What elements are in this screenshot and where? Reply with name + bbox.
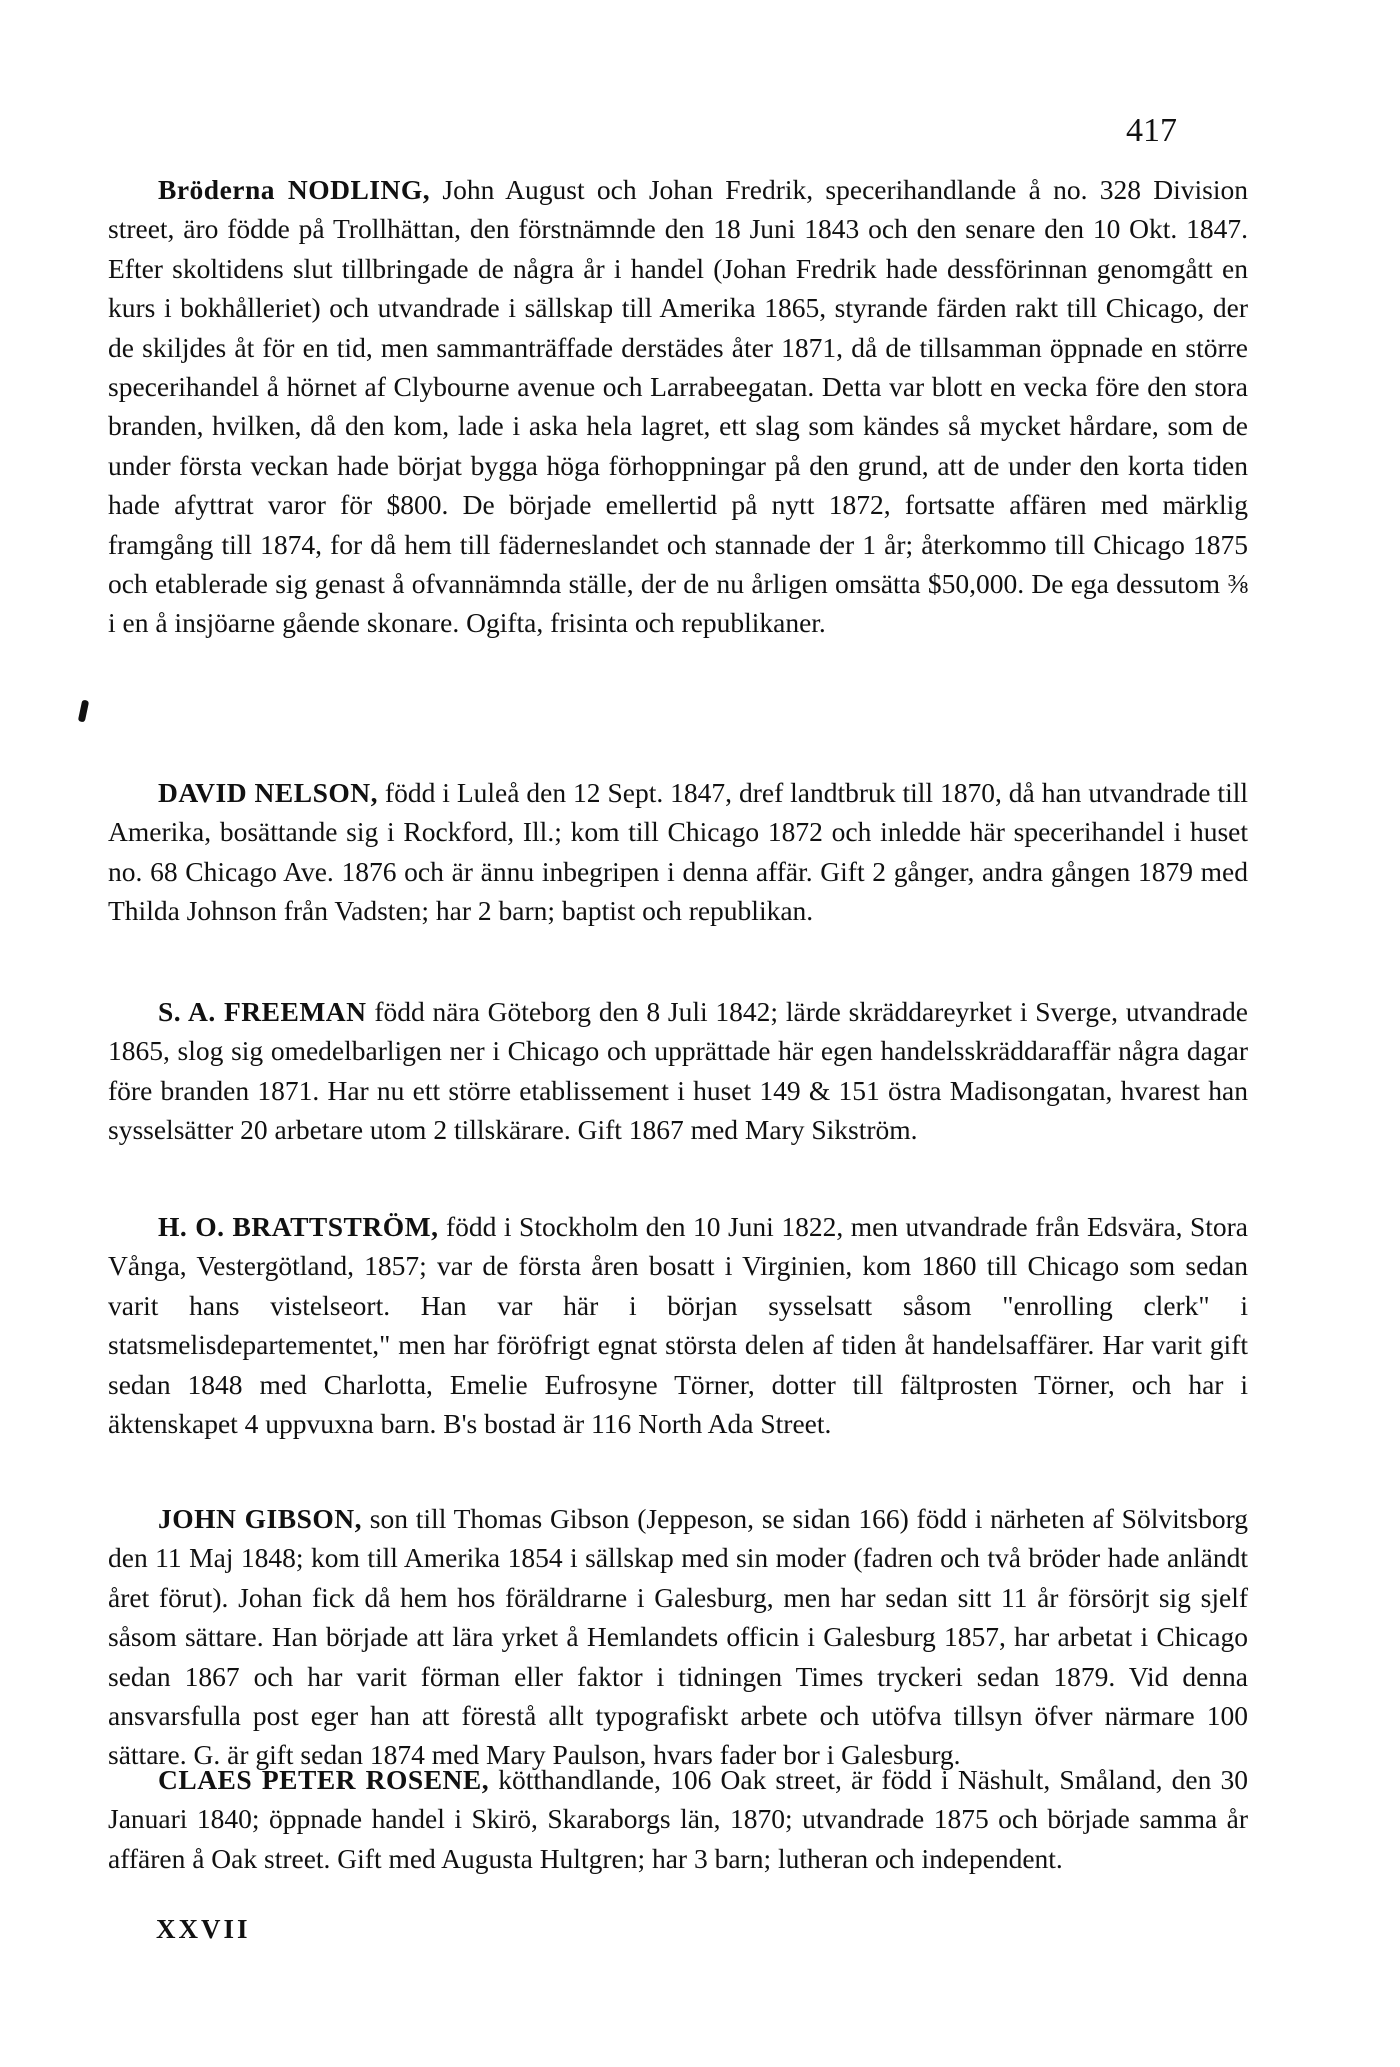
entry-name: H. O. BRATTSTRÖM, bbox=[158, 1211, 439, 1242]
entry-brattstrom bbox=[108, 1207, 1248, 1443]
signature-mark: XXVII bbox=[156, 1914, 251, 1944]
entry-text: John August och Johan Fredrik, specerihandlande å no. 328 Division street, äro födde på Trollhättan, den förstnämnde den 18 Juni 1843 och den senare den 10 Okt. 1847. Efter skoltidens slut tillbringade de några år i handel (Johan Fredrik hade dessförinnan genomgått en kurs i bokhålleriet) och utvandrade i sällskap till Amerika 1865, styrande färden rakt till Chicago, der de skiljdes åt för en tid, men sammanträffade derstädes åter 1871, då de tillsamman öppnade en större specerihandel å hörnet af Clybourne avenue och Larrabeegatan. Detta var blott en vecka före den stora branden, hvilken, då den kom, lade i aska hela lagret, ett slag som kändes så mycket hårdare, som de under första veckan hade börjat bygga höga förhoppningar på den grund, att de under den korta tiden hade afyttrat varor för $800. De började emellertid på nytt 1872, fortsatte affären med märklig framgång till 1874, for då hem till fäderneslandet och stannade der 1 år; återkommo till Chicago 1875 och etablerade sig genast å ofvannämnda ställe, der de nu årligen omsätta $50,000. De ega dessutom ⅜ i en å insjöarne gående skonare. Ogifta, frisinta och republikaner. bbox=[108, 174, 1248, 639]
entry-text: kötthandlande, 106 Oak street, är född i Näshult, Småland, den 30 Januari 1840; öppnade handel i Skirö, Skaraborgs län, 1870; utvandrade 1875 och började samma år affären å Oak street. Gift med Augusta Hultgren; har 3 barn; lutheran och independent. bbox=[108, 1764, 1248, 1874]
entry-text: son till Thomas Gibson (Jeppeson, se sidan 166) född i närheten af Sölvitsborg den 11 Maj 1848; kom till Amerika 1854 i sällskap med sin moder (fadren och två bröder hade anländt året förut). Johan fick då hem hos föräldrarne i Galesburg, men har sedan sitt 11 år försörjt sig sjelf såsom sättare. Han började att lära yrket å Hemlandets officin i Galesburg 1857, har arbetat i Chicago sedan 1867 och har varit förman eller faktor i tidningen Times tryckeri sedan 1879. Vid denna ansvarsfulla post eger han att förestå allt typografiskt arbete och utöfva tillsyn öfver närmare 100 sättare. G. är gift sedan 1874 med Mary Paulson, hvars fader bor i Galesburg. bbox=[108, 1503, 1249, 1771]
entry-name: JOHN GIBSON, bbox=[158, 1503, 363, 1534]
entry-gibson bbox=[108, 1499, 1248, 1775]
entry-rosene bbox=[108, 1760, 1248, 1878]
entry-name: Bröderna NODLING, bbox=[158, 174, 431, 205]
entry-text: född nära Göteborg den 8 Juli 1842; lärde skräddareyrket i Sverge, utvandrade 1865, slog sig omedelbarligen ner i Chicago och upprättade här egen handelsskräddaraffär några dagar före branden 1871. Har nu ett större etablissement i huset 149 & 151 östra Madisongatan, hvarest han sysselsätter 20 arbetare utom 2 tillskärare. Gift 1867 med Mary Sikström. bbox=[108, 996, 1248, 1146]
entry-name: S. A. FREEMAN bbox=[158, 996, 367, 1027]
entry-name: DAVID NELSON, bbox=[158, 777, 378, 808]
entry-freeman bbox=[108, 992, 1248, 1150]
entry-nelson bbox=[108, 773, 1248, 931]
entry-nodling bbox=[108, 170, 1248, 643]
page-number: 417 bbox=[1126, 112, 1177, 149]
entry-text: född i Luleå den 12 Sept. 1847, dref landtbruk till 1870, då han utvandrade till Amerika, bosättande sig i Rockford, Ill.; kom till Chicago 1872 och inledde här specerihandel i huset no. 68 Chicago Ave. 1876 och är ännu inbegripen i denna affär. Gift 2 gånger, andra gången 1879 med Thilda Johnson från Vadsten; har 2 barn; baptist och republikan. bbox=[108, 777, 1248, 927]
entry-name: CLAES PETER ROSENE, bbox=[158, 1764, 490, 1795]
margin-ink-mark bbox=[78, 700, 89, 723]
entry-text: född i Stockholm den 10 Juni 1822, men utvandrade från Edsvära, Stora Vånga, Vestergötland, 1857; var de första åren bosatt i Virginien, kom 1860 till Chicago som sedan varit hans vistelseort. Han var här i början sysselsatt såsom "enrolling clerk" i statsmelisdepartementet," men har föröfrigt egnat största delen af tiden åt handelsaffärer. Har varit gift sedan 1848 med Charlotta, Emelie Eufrosyne Törner, dotter till fältprosten Törner, och har i äktenskapet 4 uppvuxna barn. B's bostad är 116 North Ada Street. bbox=[108, 1211, 1249, 1440]
